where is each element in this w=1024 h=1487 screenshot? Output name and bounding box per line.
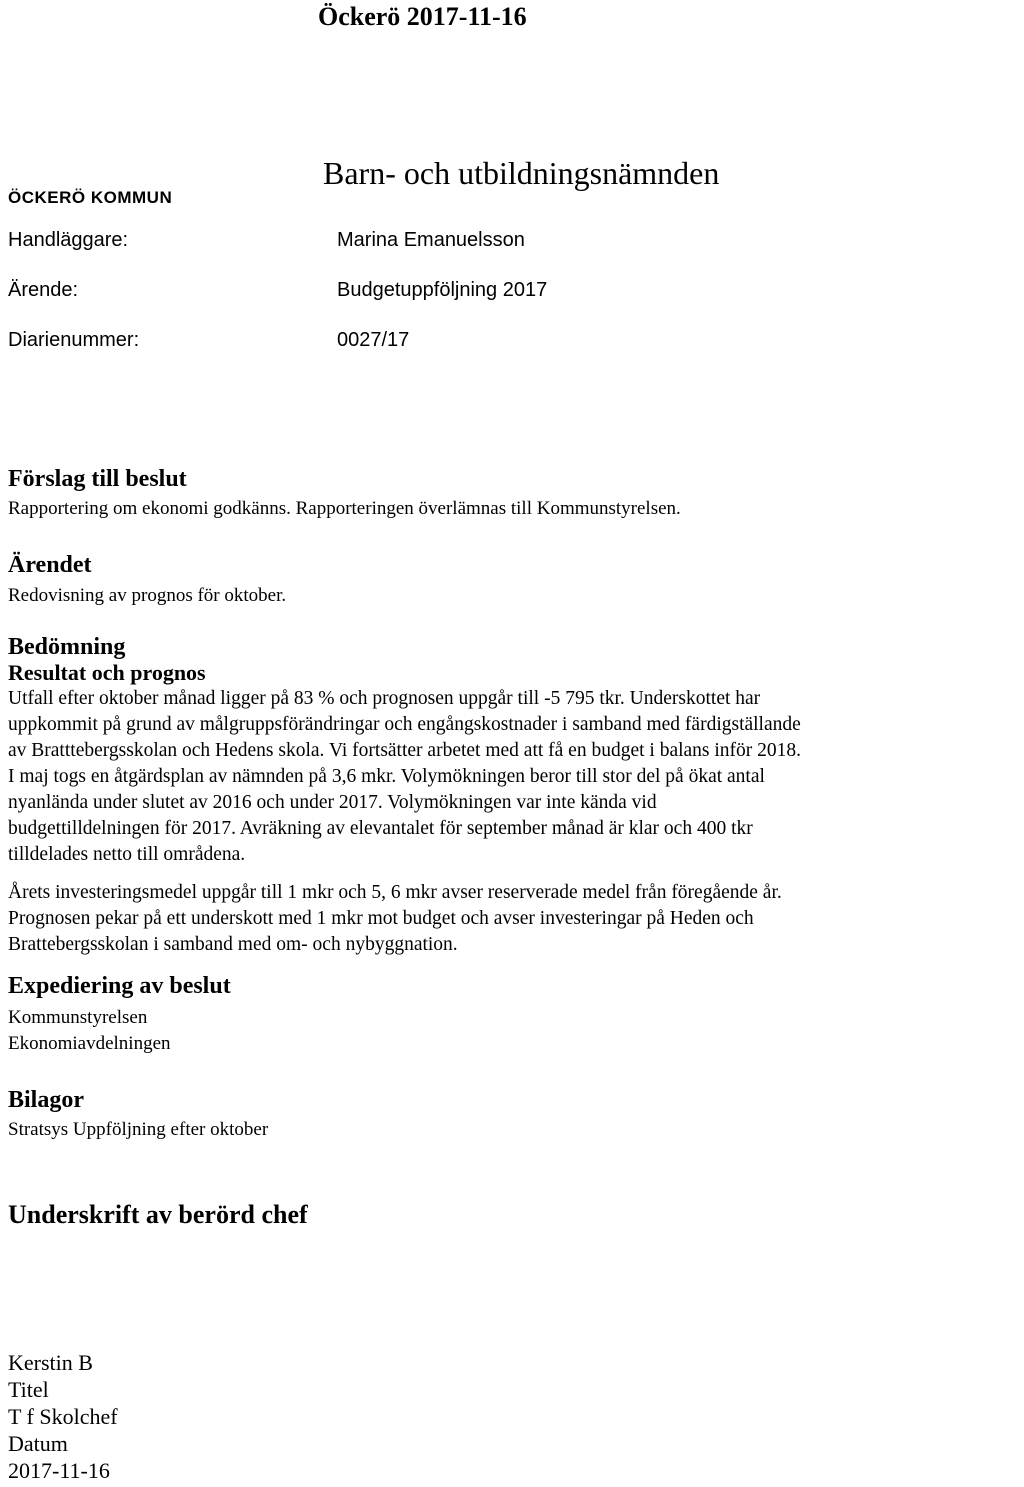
result-line: tilldelades netto till områdena. bbox=[8, 844, 246, 865]
signer-name: Kerstin B bbox=[8, 1350, 93, 1375]
assessment-heading: Bedömning bbox=[8, 634, 126, 660]
investment-line: Årets investeringsmedel uppgår till 1 mkr och 5, 6 mkr avser reserverade medel från föregående år. bbox=[8, 882, 782, 903]
title-label: Titel bbox=[8, 1377, 49, 1402]
municipality-name: ÖCKERÖ KOMMUN bbox=[8, 188, 173, 207]
result-heading: Resultat och prognos bbox=[8, 660, 206, 685]
board-name: Barn- och utbildningsnämnden bbox=[323, 155, 720, 191]
date-label: Datum bbox=[8, 1431, 68, 1456]
signature-date: 2017-11-16 bbox=[8, 1458, 110, 1483]
case-label: Ärende: bbox=[8, 279, 79, 301]
document-date: Öckerö 2017-11-16 bbox=[318, 2, 527, 31]
attachments-text: Stratsys Uppföljning efter oktober bbox=[8, 1119, 269, 1140]
dispatch-item: Kommunstyrelsen bbox=[8, 1007, 148, 1028]
result-line: av Bratttebergsskolan och Hedens skola. Vi fortsätter arbetet med att få en budget i balans inför 2018. bbox=[8, 740, 802, 761]
title-value: T f Skolchef bbox=[8, 1404, 118, 1429]
result-line: Utfall efter oktober månad ligger på 83 % och prognosen uppgår till -5 795 tkr. Underskottet har bbox=[8, 688, 761, 709]
attachments-heading: Bilagor bbox=[8, 1087, 84, 1113]
result-paragraph bbox=[8, 686, 1024, 868]
proposal-heading: Förslag till beslut bbox=[8, 466, 187, 492]
result-line: nyanlända under slutet av 2016 och under 2017. Volymökningen var inte kända vid bbox=[8, 792, 657, 813]
handler-label: Handläggare: bbox=[8, 229, 129, 251]
dispatch-item: Ekonomiavdelningen bbox=[8, 1033, 171, 1054]
diary-label: Diarienummer: bbox=[8, 329, 140, 351]
signature-heading: Underskrift av berörd chef bbox=[8, 1200, 308, 1229]
dispatch-heading: Expediering av beslut bbox=[8, 973, 231, 999]
case-value: Budgetuppföljning 2017 bbox=[337, 279, 548, 301]
result-line: I maj togs en åtgärdsplan av nämnden på 3,6 mkr. Volymökningen beror till stor del på ökat antal bbox=[8, 766, 765, 787]
matter-text: Redovisning av prognos för oktober. bbox=[8, 585, 287, 606]
handler-value: Marina Emanuelsson bbox=[337, 229, 525, 251]
diary-value: 0027/17 bbox=[337, 329, 410, 351]
result-line: budgettilldelningen för 2017. Avräkning av elevantalet för september månad är klar och 400 tkr bbox=[8, 818, 753, 839]
investment-paragraph bbox=[8, 880, 1024, 958]
investment-line: Prognosen pekar på ett underskott med 1 mkr mot budget och avser investeringar på Heden och bbox=[8, 908, 754, 929]
investment-line: Brattebergsskolan i samband med om- och nybyggnation. bbox=[8, 934, 458, 955]
matter-heading: Ärendet bbox=[8, 552, 92, 578]
result-line: uppkommit på grund av målgruppsförändringar och engångskostnader i samband med färdigställande bbox=[8, 714, 801, 735]
proposal-text: Rapportering om ekonomi godkänns. Rapporteringen överlämnas till Kommunstyrelsen. bbox=[8, 498, 681, 519]
